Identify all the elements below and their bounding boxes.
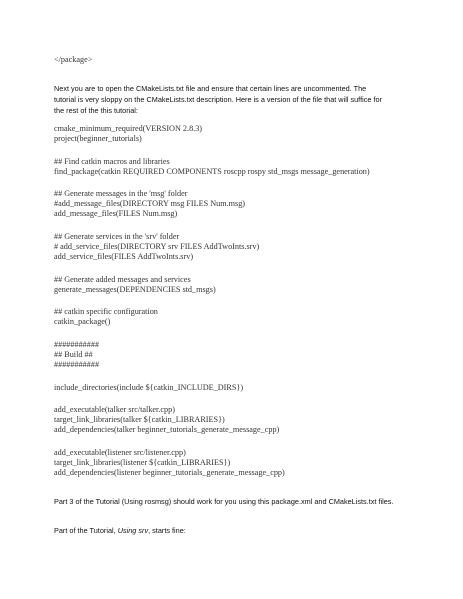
part3-paragraph: Part 3 of the Tutorial (Using rosmsg) should work for you using this package.xml and CMakeLists.txt files. — [54, 497, 394, 506]
part-next-title: Using srv — [117, 526, 149, 535]
closing-package-tag: </package> — [54, 55, 93, 64]
code-line: project(beginner_tutorials) — [54, 134, 142, 143]
code-line: ## catkin specific configuration — [54, 307, 158, 316]
code-line: add_service_files(FILES AddTwoInts.srv) — [54, 252, 194, 261]
intro-line-2: tutorial is very sloppy on the CMakeLists.txt description. Here is a version of the file that will suffice for — [54, 95, 382, 104]
part-next-paragraph — [54, 526, 186, 536]
code-line: add_dependencies(talker beginner_tutorials_generate_message_cpp) — [54, 425, 280, 434]
code-line: add_message_files(FILES Num.msg) — [54, 209, 178, 218]
part-next-prefix: Part of the Tutorial, — [54, 526, 118, 535]
code-line: target_link_libraries(talker ${catkin_LIBRARIES}) — [54, 415, 225, 424]
code-line: generate_messages(DEPENDENCIES std_msgs) — [54, 285, 216, 294]
code-line: ########### — [54, 360, 100, 369]
code-line: # add_service_files(DIRECTORY srv FILES AddTwoInts.srv) — [54, 242, 260, 251]
code-line: include_directories(include ${catkin_INCLUDE_DIRS}) — [54, 383, 244, 392]
intro-line-3: the rest of the this tutorial: — [54, 106, 138, 115]
code-line: add_executable(talker src/talker.cpp) — [54, 405, 175, 414]
code-line: target_link_libraries(listener ${catkin_LIBRARIES}) — [54, 458, 231, 467]
code-line: catkin_package() — [54, 317, 111, 326]
code-line: add_dependencies(listener beginner_tutorials_generate_message_cpp) — [54, 468, 285, 477]
code-line: ## Find catkin macros and libraries — [54, 157, 170, 166]
code-line: add_executable(listener src/listener.cpp) — [54, 448, 186, 457]
code-line: cmake_minimum_required(VERSION 2.8.3) — [54, 124, 203, 133]
code-line: ## Generate services in the 'srv' folder — [54, 232, 180, 241]
code-line: #add_message_files(DIRECTORY msg FILES Num.msg) — [54, 199, 246, 208]
intro-line-1: Next you are to open the CMakeLists.txt file and ensure that certain lines are uncommented. The — [54, 84, 367, 93]
code-line: ## Build ## — [54, 350, 93, 359]
code-line: ## Generate added messages and services — [54, 275, 191, 284]
part-next-suffix: , starts fine: — [148, 526, 186, 535]
code-line: ########### — [54, 340, 100, 349]
code-line: ## Generate messages in the 'msg' folder — [54, 189, 188, 198]
code-line: find_package(catkin REQUIRED COMPONENTS roscpp rospy std_msgs message_generation) — [54, 167, 370, 176]
